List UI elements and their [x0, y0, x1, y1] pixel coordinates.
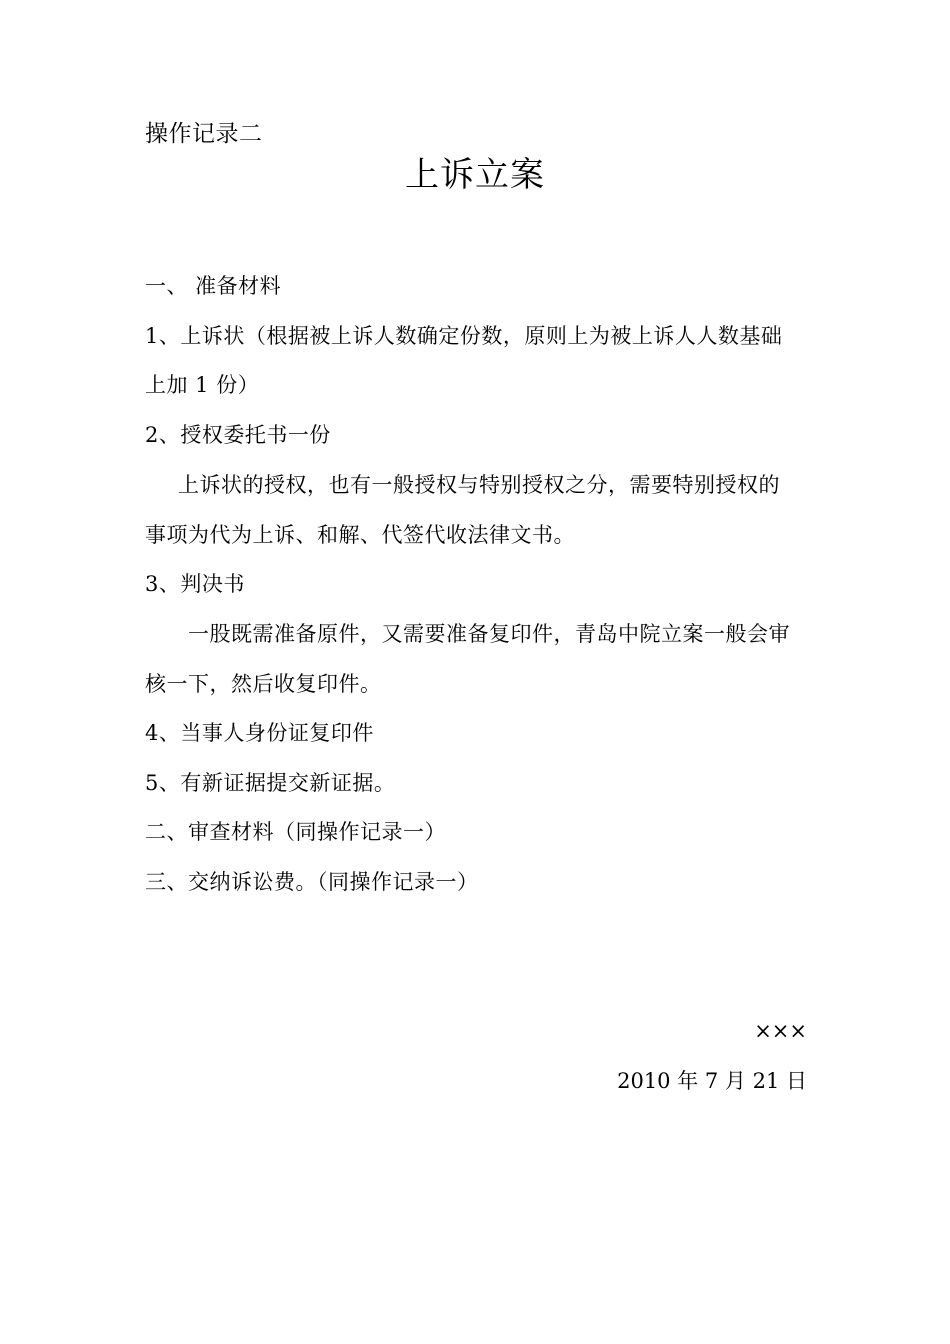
- section1-heading: 一、 准备材料: [145, 274, 282, 298]
- signature: ×××: [754, 1019, 807, 1043]
- item5: 5、有新证据提交新证据。: [145, 771, 396, 795]
- section3-heading: 三、交纳诉讼费。（同操作记录一）: [145, 870, 479, 894]
- item4: 4、当事人身份证复印件: [145, 721, 374, 745]
- item3-note-line2: 核一下，然后收复印件。: [145, 672, 382, 696]
- item1-line2: 上加 1 份）: [145, 373, 260, 397]
- document-title: 上诉立案: [405, 155, 545, 195]
- item2-note-line2: 事项为代为上诉、和解、代签代收法律文书。: [145, 523, 575, 547]
- document-date: 2010 年 7 月 21 日: [617, 1069, 807, 1093]
- item2-note-line1: 上诉状的授权，也有一般授权与特别授权之分，需要特别授权的: [178, 473, 780, 497]
- section2-heading: 二、审查材料（同操作记录一）: [145, 820, 446, 844]
- item1-line1: 1、上诉状（根据被上诉人数确定份数，原则上为被上诉人人数基础: [145, 324, 783, 348]
- item3-note-line1: 一股既需准备原件，又需要准备复印件，青岛中院立案一般会审: [188, 622, 790, 646]
- item3: 3、判决书: [145, 572, 245, 596]
- item2: 2、授权委托书一份: [145, 423, 331, 447]
- record-label: 操作记录二: [145, 121, 263, 147]
